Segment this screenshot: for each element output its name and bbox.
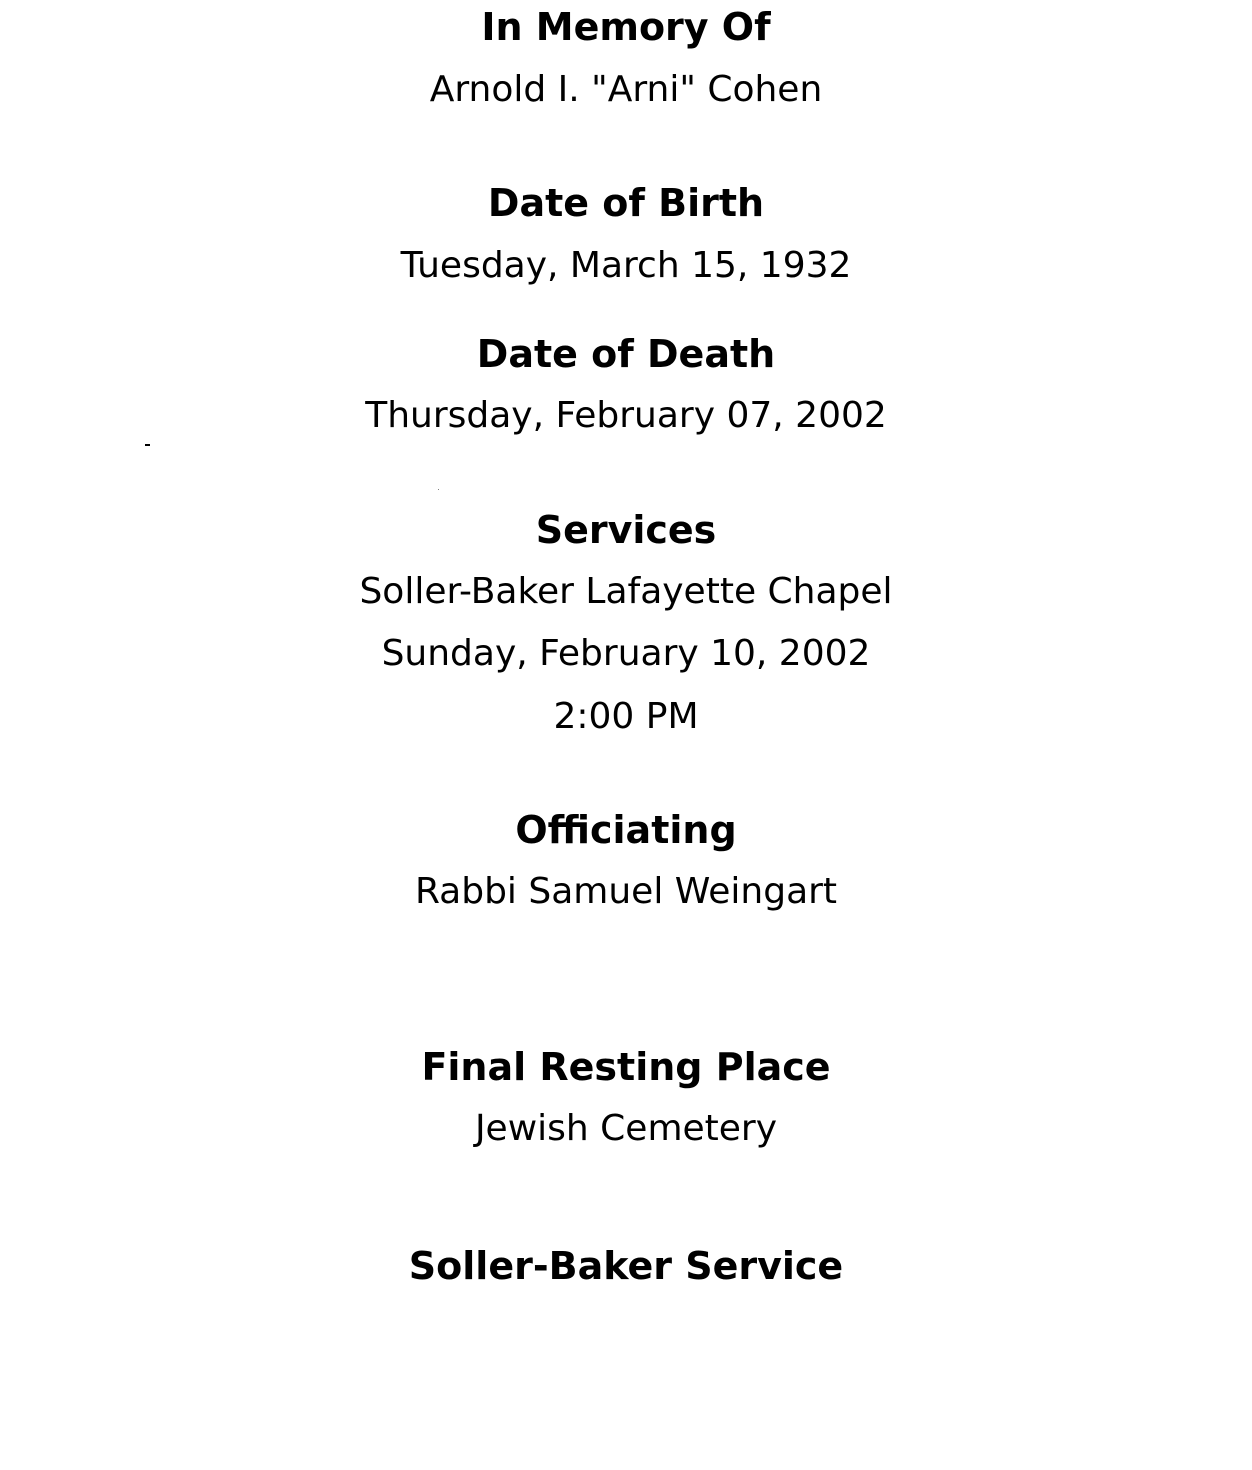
scan-speck [438, 489, 439, 490]
deceased-name: Arnold I. "Arni" Cohen [429, 69, 823, 110]
resting-place-name: Jewish Cemetery [474, 1108, 778, 1149]
date-of-birth-value: Tuesday, March 15, 1932 [400, 245, 852, 286]
in-memory-heading: In Memory Of [481, 5, 771, 49]
date-of-birth-heading: Date of Birth [487, 181, 765, 225]
services-location: Soller-Baker Lafayette Chapel [359, 571, 893, 612]
officiant-name: Rabbi Samuel Weingart [414, 871, 838, 912]
final-resting-place-heading: Final Resting Place [421, 1045, 831, 1089]
date-of-death-value: Thursday, February 07, 2002 [365, 395, 887, 436]
services-date: Sunday, February 10, 2002 [381, 633, 871, 674]
services-heading: Services [535, 508, 717, 552]
date-of-death-heading: Date of Death [476, 332, 776, 376]
services-time: 2:00 PM [553, 696, 699, 737]
scan-speck [145, 444, 150, 446]
service-provider-heading: Soller-Baker Service [408, 1244, 844, 1288]
officiating-heading: Officiating [515, 808, 737, 852]
